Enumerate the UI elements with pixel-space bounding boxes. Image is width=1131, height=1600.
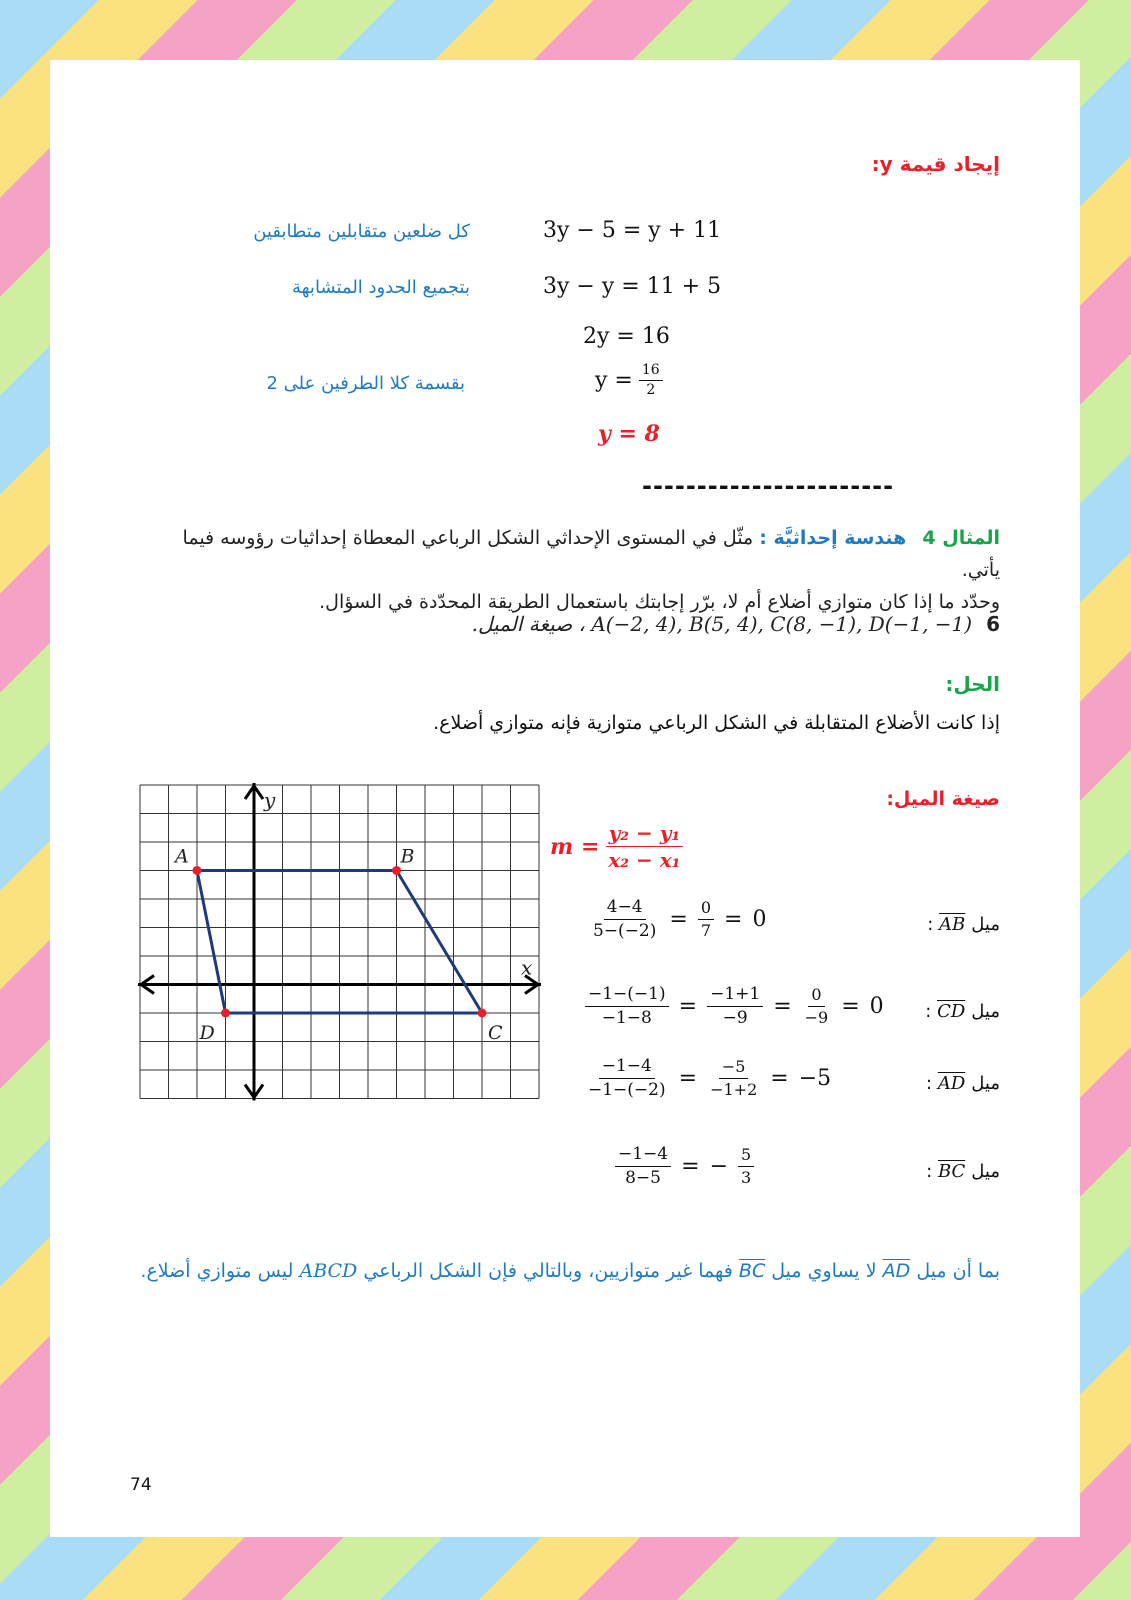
slope-ab-fraction-2 (698, 899, 714, 939)
example-block (140, 522, 1000, 618)
slope-row-bc (615, 1145, 754, 1187)
fraction-numerator: 5 (738, 1146, 754, 1167)
colon: : (927, 914, 940, 935)
fraction-denominator: −1−(−2) (588, 1079, 666, 1100)
point-label-c: C (488, 1022, 503, 1044)
slope-formula-numerator: y₂ − y₁ (606, 822, 683, 847)
fraction-denominator: −9 (804, 1007, 829, 1027)
fraction-numerator: −1−4 (615, 1145, 671, 1167)
equals-sign: = (770, 1065, 789, 1091)
step-4-equation (595, 363, 663, 399)
slope-word: ميل (971, 1161, 1000, 1182)
example-line-2: وحدّد ما إذا كان متوازي أضلاع أم لا، برّر إجابتك باستعمال الطريقة المحدّدة في السؤال. (319, 591, 1000, 613)
equals-sign: = (681, 1153, 700, 1179)
coordinate-graph (135, 780, 545, 1125)
slope-label: صيغة الميل: (886, 788, 1000, 810)
slope-word: ميل (971, 1073, 1000, 1094)
slope-formula-denominator: x₂ − x₁ (608, 848, 681, 872)
fraction-numerator: −5 (719, 1058, 749, 1079)
step-4-numerator: 16 (639, 363, 663, 381)
fraction-numerator: 0 (698, 899, 714, 920)
slope-bc-fraction-1 (615, 1145, 671, 1187)
segment-name: CD (937, 1001, 966, 1022)
example-topic: هندسة إحداثيَّة : (759, 527, 907, 549)
fraction-denominator: −9 (722, 1007, 748, 1028)
page-number: 74 (130, 1475, 152, 1495)
step-2-note: بتجميع الحدود المتشابهة (291, 277, 470, 298)
slope-ad-fraction-2 (707, 1058, 760, 1098)
slope-label-bc (926, 1161, 1000, 1182)
point-label-b: B (400, 845, 415, 868)
step-1-equation: 3y − 5 = y + 11 (543, 218, 722, 243)
slope-label-cd (925, 1001, 1000, 1022)
step-3-equation: 2y = 16 (583, 324, 670, 349)
point-label-a: A (175, 845, 189, 868)
fraction-numerator: −1+1 (707, 985, 763, 1007)
segment-name: AB (939, 914, 966, 935)
step-1-note: كل ضلعين متقابلين متطابقين (253, 221, 470, 242)
solution-label: الحل: (945, 672, 1000, 696)
step-4-lhs: y = (595, 368, 633, 394)
colon: : (926, 1161, 938, 1182)
fraction-denominator: 7 (700, 920, 712, 940)
conclusion-segment-1: AD (882, 1260, 911, 1282)
conclusion-segment-2: BC (738, 1260, 766, 1282)
slope-ab-fraction-1 (590, 898, 659, 940)
slope-ab-result: 0 (752, 906, 767, 932)
separator: ----------------------- (642, 472, 895, 500)
slope-cd-fraction-1 (585, 985, 669, 1027)
graph-grid (140, 785, 539, 1099)
fraction-numerator: 0 (808, 986, 824, 1007)
segment-name: AD (937, 1073, 966, 1094)
equals-sign: = (841, 993, 860, 1019)
question-number: 6 (986, 612, 1000, 636)
page (50, 60, 1080, 1537)
fraction-denominator: 8−5 (625, 1167, 661, 1188)
slope-formula-lhs: m = (550, 833, 600, 860)
slope-word: ميل (971, 914, 1000, 935)
conclusion-part-3: فهما غير متوازيين، وبالتالي فإن الشكل الرباعي (363, 1260, 733, 1282)
slope-cd-fraction-3 (802, 986, 832, 1026)
equals-sign: = (678, 993, 698, 1019)
slope-bc-result: − (709, 1153, 728, 1179)
colon: : (926, 1073, 938, 1094)
step-4-note: بقسمة كلا الطرفين على 2 (266, 373, 465, 394)
conclusion-part-2: لا يساوي ميل (771, 1260, 877, 1282)
step-4-denominator: 2 (646, 382, 656, 399)
slope-row-cd (585, 985, 884, 1027)
point-label-d: D (199, 1022, 215, 1044)
conclusion-part-4: ليس متوازي أضلاع. (140, 1260, 294, 1282)
fraction-numerator: 4−4 (604, 898, 646, 920)
fraction-numerator: −1−(−1) (585, 985, 669, 1007)
x-axis-label: x (521, 955, 533, 980)
slope-word: ميل (971, 1001, 1000, 1022)
point-c (478, 1009, 487, 1018)
slope-label-ad (926, 1073, 1000, 1094)
example-line-1: مثّل في المستوى الإحداثي الشكل الرباعي المعطاة إحداثيات رؤوسه فيما يأتي. (182, 527, 1000, 581)
fraction-denominator: 5−(−2) (593, 920, 657, 941)
equals-sign: = (669, 906, 688, 932)
slope-cd-fraction-2 (707, 985, 763, 1027)
solution-intro: إذا كانت الأضلاع المتقابلة في الشكل الرباعي متوازية فإنه متوازي أضلاع. (433, 712, 1000, 734)
slope-ad-result: −5 (798, 1065, 832, 1091)
y-axis-label: y (264, 788, 276, 812)
example-label: المثال 4 (922, 527, 1000, 549)
slope-cd-result: 0 (869, 993, 884, 1019)
find-y-heading: إيجاد قيمة y: (871, 152, 1000, 176)
point-d (221, 1009, 230, 1018)
point-a (193, 866, 202, 875)
question-text: A(−2, 4), B(5, 4), C(8, −1), D(−1, −1) ، صيغة الميل. (471, 612, 973, 636)
equals-sign: = (773, 993, 792, 1019)
colon: : (925, 1001, 938, 1022)
slope-ad-fraction-1 (585, 1057, 669, 1099)
slope-row-ad (585, 1057, 831, 1099)
step-2-equation: 3y − y = 11 + 5 (543, 274, 722, 299)
slope-row-ab (590, 898, 766, 940)
slope-label-ab (927, 914, 1000, 935)
result-y: y = 8 (598, 421, 660, 447)
slope-formula-fraction (605, 822, 683, 871)
slope-formula (550, 822, 683, 871)
step-4-fraction (639, 363, 663, 399)
conclusion (140, 1260, 1000, 1282)
conclusion-shape: ABCD (299, 1260, 358, 1282)
fraction-denominator: −1−8 (601, 1007, 652, 1028)
conclusion-part-1: بما أن ميل (916, 1260, 1000, 1282)
equals-sign: = (678, 1065, 698, 1091)
fraction-denominator: 3 (741, 1167, 752, 1187)
equals-sign: = (724, 906, 743, 932)
fraction-denominator: −1+2 (710, 1079, 758, 1099)
segment-name: BC (937, 1161, 966, 1182)
question (472, 612, 1000, 636)
fraction-numerator: −1−4 (599, 1057, 655, 1079)
slope-bc-result-fraction (738, 1146, 754, 1186)
